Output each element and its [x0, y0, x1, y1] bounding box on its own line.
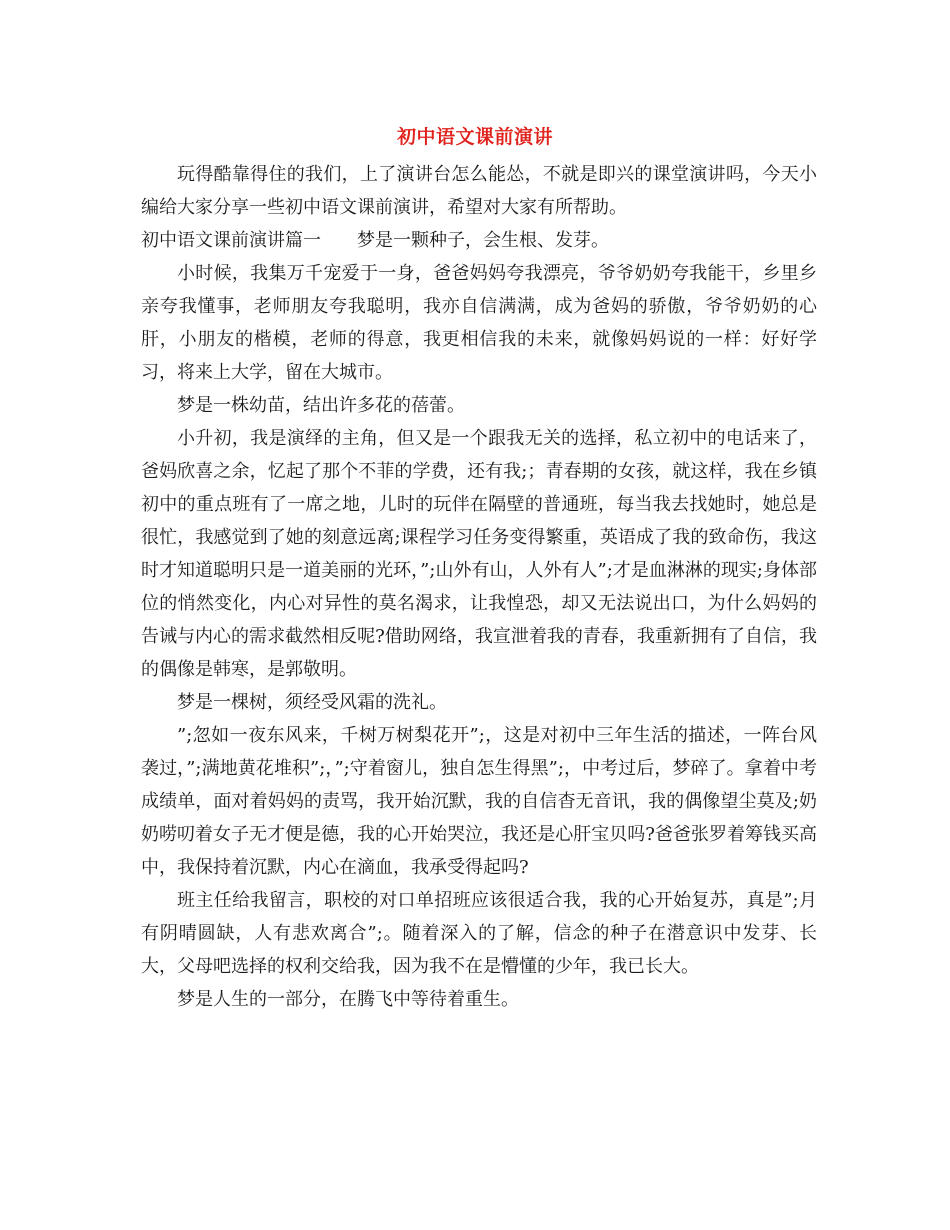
paragraph: 梦是人生的一部分，在腾飞中等待着重生。: [177, 989, 519, 1010]
paragraph: 小时候，我集万千宠爱于一身，爸爸妈妈夸我漂亮，爷爷奶奶夸我能干，乡里乡亲夸我懂事，老师朋友夸我聪明，我亦自信满满，成为爸妈的骄傲，爷爷奶奶的心肝，小朋友的楷模，老师的得意，我更相信我的未来，就像妈妈说的一样：好好学习，将来上大学，留在大城市。: [141, 263, 817, 383]
document-title: 初中语文课前演讲: [396, 126, 553, 148]
paragraph: 小升初，我是演绎的主角，但又是一个跟我无关的选择，私立初中的电话来了，爸妈欣喜之余，忆起了那个不菲的学费，还有我;；青春期的女孩，就这样，我在乡镇初中的重点班有了一席之地，儿时的玩伴在隔壁的普通班，每当我去找她时，她总是很忙，我感觉到了她的刻意远离;课程学习任务变得繁重，英语成了我的致命伤，我这时才知道聪明只是一道美丽的光环，”;山外有山，人外有人”;才是血淋淋的现实;身体部位的悄然变化，内心对异性的莫名渴求，让我惶恐，却又无法说出口，为什么妈妈的告诫与内心的需求截然相反呢?借助网络，我宣泄着我的青春，我重新拥有了自信，我的偶像是韩寒，是郭敬明。: [141, 428, 817, 680]
paragraph: 玩得酷靠得住的我们，上了演讲台怎么能怂，不就是即兴的课堂演讲吗，今天小编给大家分享一些初中语文课前演讲，希望对大家有所帮助。: [141, 164, 817, 218]
paragraph: 班主任给我留言，职校的对口单招班应该很适合我，我的心开始复苏，真是”;月有阴晴圆缺，人有悲欢离合”;。随着深入的了解，信念的种子在潜意识中发芽、长大，父母吧选择的权利交给我，因为我不在是懵懂的少年，我已长大。: [141, 890, 817, 977]
section-heading: 初中语文课前演讲篇一 梦是一颗种子，会生根、发芽。: [141, 230, 609, 251]
document-body: [141, 158, 817, 1016]
paragraph: 梦是一棵树，须经受风霜的洗礼。: [177, 692, 447, 713]
paragraph: 梦是一株幼苗，结出许多花的蓓蕾。: [177, 395, 465, 416]
paragraph: ”;忽如一夜东风来，千树万树梨花开”;，这是对初中三年生活的描述，一阵台风袭过，”;满地黄花堆积”;，”;守着窗儿，独自怎生得黑”;，中考过后，梦碎了。拿着中考成绩单，面对着妈妈的责骂，我开始沉默，我的自信杳无音讯，我的偶像望尘莫及;奶奶唠叨着女子无才便是德，我的心开始哭泣，我还是心肝宝贝吗?爸爸张罗着筹钱买高中，我保持着沉默，内心在滴血，我承受得起吗?: [141, 725, 817, 878]
